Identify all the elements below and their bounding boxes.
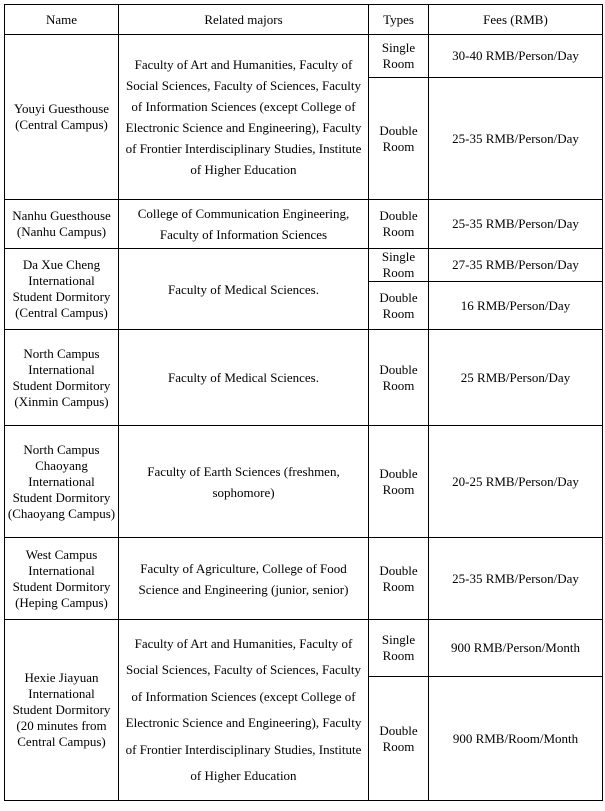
dormitory-name: Youyi Guesthouse (Central Campus) xyxy=(5,35,119,200)
room-fee: 25-35 RMB/Person/Day xyxy=(429,78,603,200)
dormitory-name: Hexie Jiayuan International Student Dormitory (20 minutes from Central Campus) xyxy=(5,620,119,801)
table-row xyxy=(5,620,603,677)
accommodation-table xyxy=(4,4,603,801)
room-fee: 30-40 RMB/Person/Day xyxy=(429,35,603,78)
room-fee: 27-35 RMB/Person/Day xyxy=(429,249,603,282)
room-fee: 16 RMB/Person/Day xyxy=(429,282,603,330)
room-fee: 25-35 RMB/Person/Day xyxy=(429,538,603,620)
dormitory-name: West Campus International Student Dormitory (Heping Campus) xyxy=(5,538,119,620)
dormitory-name: Da Xue Cheng International Student Dormitory (Central Campus) xyxy=(5,249,119,330)
related-majors: Faculty of Art and Humanities, Faculty of Social Sciences, Faculty of Sciences, Faculty of Information Sciences (except College of Electronic Science and Engineering), Faculty of Frontier Interdisciplinary Studies, Institute of Higher Education xyxy=(119,35,369,200)
dormitory-name: North Campus International Student Dormitory (Xinmin Campus) xyxy=(5,330,119,426)
room-type: Double Room xyxy=(369,282,429,330)
dormitory-name: Nanhu Guesthouse (Nanhu Campus) xyxy=(5,200,119,249)
room-fee: 25-35 RMB/Person/Day xyxy=(429,200,603,249)
table-row xyxy=(5,35,603,78)
header-row xyxy=(5,5,603,35)
room-fee: 25 RMB/Person/Day xyxy=(429,330,603,426)
related-majors: Faculty of Medical Sciences. xyxy=(119,249,369,330)
room-type: Single Room xyxy=(369,249,429,282)
header-types: Types xyxy=(369,5,429,35)
room-type: Double Room xyxy=(369,78,429,200)
related-majors: Faculty of Earth Sciences (freshmen, sophomore) xyxy=(119,426,369,538)
header-fees: Fees (RMB) xyxy=(429,5,603,35)
table-row xyxy=(5,426,603,538)
dormitory-name: North Campus Chaoyang International Student Dormitory (Chaoyang Campus) xyxy=(5,426,119,538)
room-type: Single Room xyxy=(369,620,429,677)
table-row xyxy=(5,538,603,620)
room-fee: 900 RMB/Person/Month xyxy=(429,620,603,677)
table-row xyxy=(5,200,603,249)
room-fee: 900 RMB/Room/Month xyxy=(429,677,603,801)
room-type: Double Room xyxy=(369,200,429,249)
table-row xyxy=(5,249,603,282)
related-majors: College of Communication Engineering, Faculty of Information Sciences xyxy=(119,200,369,249)
table-row xyxy=(5,330,603,426)
room-type: Single Room xyxy=(369,35,429,78)
room-type: Double Room xyxy=(369,677,429,801)
header-majors: Related majors xyxy=(119,5,369,35)
room-type: Double Room xyxy=(369,538,429,620)
related-majors: Faculty of Medical Sciences. xyxy=(119,330,369,426)
room-type: Double Room xyxy=(369,330,429,426)
related-majors: Faculty of Agriculture, College of Food Science and Engineering (junior, senior) xyxy=(119,538,369,620)
related-majors: Faculty of Art and Humanities, Faculty of Social Sciences, Faculty of Sciences, Faculty of Information Sciences (except College of Electronic Science and Engineering), Faculty of Frontier Interdisciplinary Studies, Institute of Higher Education xyxy=(119,620,369,801)
room-type: Double Room xyxy=(369,426,429,538)
header-name: Name xyxy=(5,5,119,35)
room-fee: 20-25 RMB/Person/Day xyxy=(429,426,603,538)
